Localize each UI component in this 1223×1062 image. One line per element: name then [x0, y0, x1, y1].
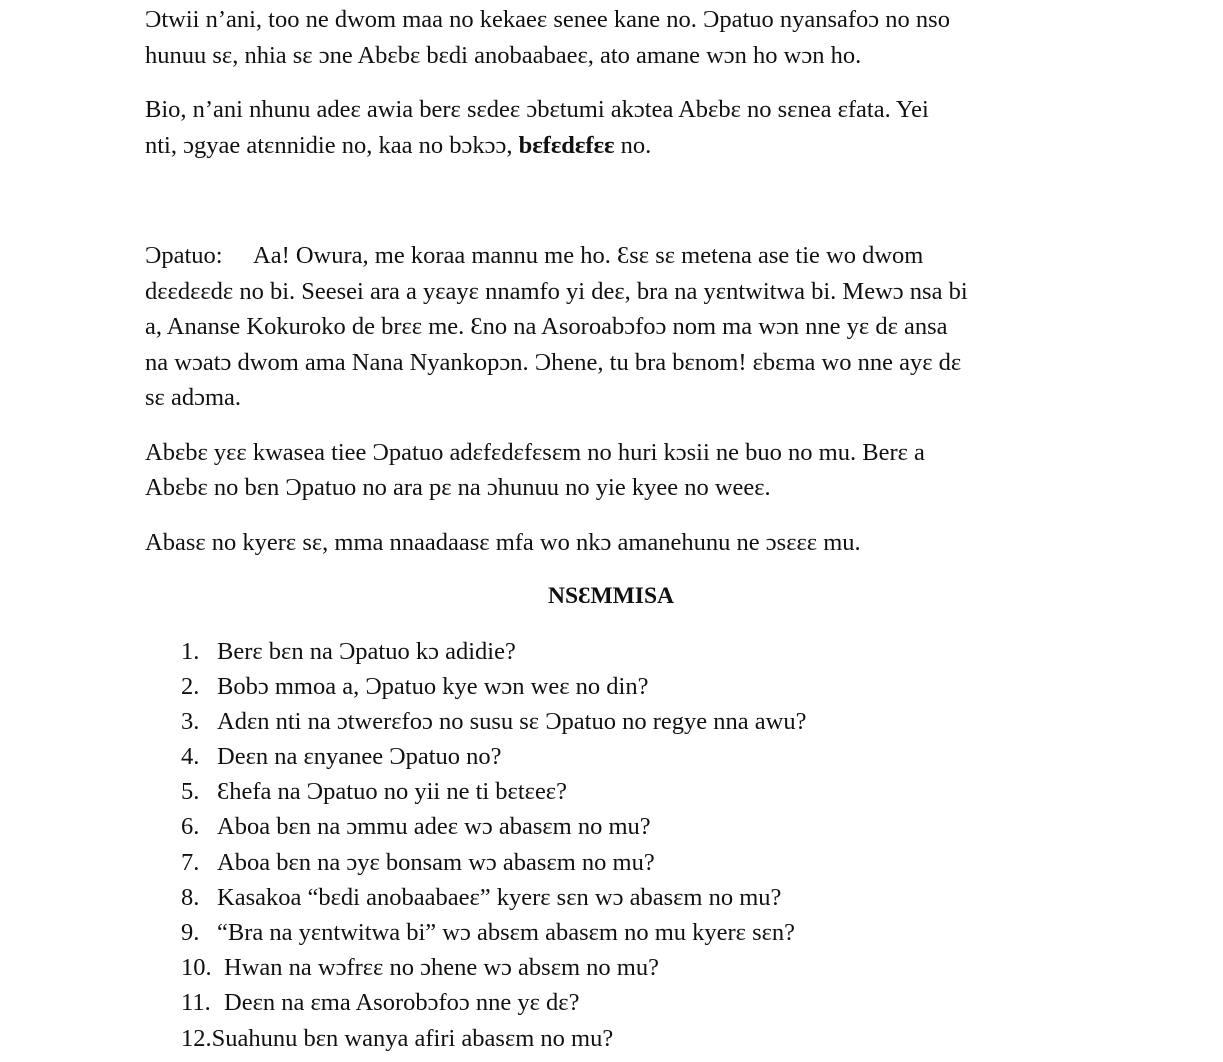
question-text: Hwan na wɔfrɛɛ no ɔhene wɔ absɛm no mu?	[224, 954, 659, 982]
document-page	[145, 2, 1105, 1056]
question-item	[145, 774, 1105, 809]
question-number: 11.	[181, 989, 211, 1017]
question-number: 5.	[181, 778, 200, 806]
question-text: Bobɔ mmoa a, Ɔpatuo kye wɔn weɛ no din?	[217, 672, 649, 700]
question-text: Deɛn na ɛma Asorobɔfoɔ nne yɛ dɛ?	[224, 989, 580, 1017]
question-text: Kasakoa “bɛdi anobaabaeɛ” kyerɛ sɛn wɔ abasɛm no mu?	[217, 883, 782, 911]
text-segment: Aa! Owura, me koraa mannu me ho. Ɛsɛ sɛ metena ase tie wo dwom	[253, 242, 924, 269]
question-item	[145, 915, 1105, 950]
question-item	[145, 739, 1105, 774]
moral-paragraph	[145, 525, 1105, 561]
text-line: Bio, n’ani nhunu adeɛ awia berɛ sɛdeɛ ɔbɛtumi akɔtea Abɛbɛ no sɛnea ɛfata. Yei	[145, 96, 929, 123]
speaker-label: Ɔpatuo:	[145, 242, 223, 269]
text-line: na wɔatɔ dwom ama Nana Nyankopɔn. Ɔhene, tu bra bɛnom! ɛbɛma wo nne ayɛ dɛ	[145, 348, 962, 376]
question-number: 8.	[181, 883, 200, 911]
question-item	[145, 669, 1105, 704]
question-number: 3.	[181, 707, 200, 735]
question-number: 1.	[181, 637, 200, 665]
question-text: “Bra na yɛntwitwa bi” wɔ absɛm abasɛm no mu kyerɛ sɛn?	[217, 919, 796, 946]
text-line: Ɔtwii n’ani, too ne dwom maa no kekaeɛ senee kane no. Ɔpatuo nyansafoɔ no nso	[145, 6, 950, 33]
paragraph-2	[145, 92, 1105, 163]
question-number: 12.	[181, 1024, 212, 1052]
text-line	[145, 238, 1105, 274]
text-segment: no.	[614, 131, 652, 159]
question-number: 7.	[181, 848, 200, 876]
question-number: 2.	[181, 672, 200, 700]
paragraph-3	[145, 435, 1105, 506]
question-item	[145, 1021, 1105, 1056]
questions-list	[145, 634, 1105, 1056]
question-number: 6.	[181, 813, 200, 841]
question-item	[145, 845, 1105, 880]
text-line: Abasɛ no kyerɛ sɛ, mma nnaadaasɛ mfa wo nkɔ amanehunu ne ɔsɛɛɛ mu.	[145, 528, 861, 556]
question-item	[145, 704, 1105, 739]
question-item	[145, 950, 1105, 985]
text-line: Abɛbɛ yɛɛ kwasea tiee Ɔpatuo adɛfɛdɛfɛsɛm no huri kɔsii ne buo no mu. Berɛ a	[145, 438, 925, 466]
dialogue-paragraph	[145, 238, 1105, 416]
text-line: a, Ananse Kokuroko de brɛɛ me. Ɛno na Asoroabɔfoɔ nom ma wɔn nne yɛ dɛ ansa	[145, 313, 948, 340]
question-text: Aboa bɛn na ɔmmu adeɛ wɔ abasɛm no mu?	[217, 813, 651, 841]
question-item	[145, 880, 1105, 915]
text-line: dɛɛdɛɛdɛ no bi. Seesei ara a yɛayɛ nnamfo yi deɛ, bra na yɛntwitwa bi. Mewɔ nsa bi	[145, 277, 968, 305]
text-line: sɛ adɔma.	[145, 384, 242, 411]
question-number: 4.	[181, 743, 200, 771]
question-number: 9.	[181, 919, 200, 946]
question-text: Aboa bɛn na ɔyɛ bonsam wɔ abasɛm no mu?	[217, 848, 655, 876]
question-item	[145, 809, 1105, 844]
question-text: Deɛn na ɛnyanee Ɔpatuo no?	[217, 743, 502, 771]
question-text: Ɛhefa na Ɔpatuo no yii ne ti bɛtɛeɛ?	[217, 778, 567, 806]
question-text: Berɛ bɛn na Ɔpatuo kɔ adidie?	[217, 637, 516, 665]
text-line: Abɛbɛ no bɛn Ɔpatuo no ara pɛ na ɔhunuu no yie kyee no weeɛ.	[145, 474, 771, 501]
question-number: 10.	[181, 954, 212, 982]
question-text: Suahunu bɛn wanya afiri abasɛm no mu?	[211, 1024, 614, 1052]
paragraph-1	[145, 2, 1105, 73]
question-item	[145, 985, 1105, 1020]
text-line	[145, 128, 1105, 164]
questions-heading: NSƐMMISA	[548, 583, 674, 609]
bold-word: bɛfɛdɛfɛɛ	[518, 131, 615, 159]
text-line: hunuu sɛ, nhia sɛ ɔne Abɛbɛ bɛdi anobaabaeɛ, ato amane wɔn ho wɔn ho.	[145, 41, 862, 69]
question-text: Adɛn nti na ɔtwerɛfoɔ no susu sɛ Ɔpatuo no regye nna awu?	[217, 707, 807, 735]
text-segment: nti, ɔgyae atɛnnidie no, kaa no bɔkɔɔ,	[145, 131, 519, 159]
question-item	[145, 634, 1105, 669]
